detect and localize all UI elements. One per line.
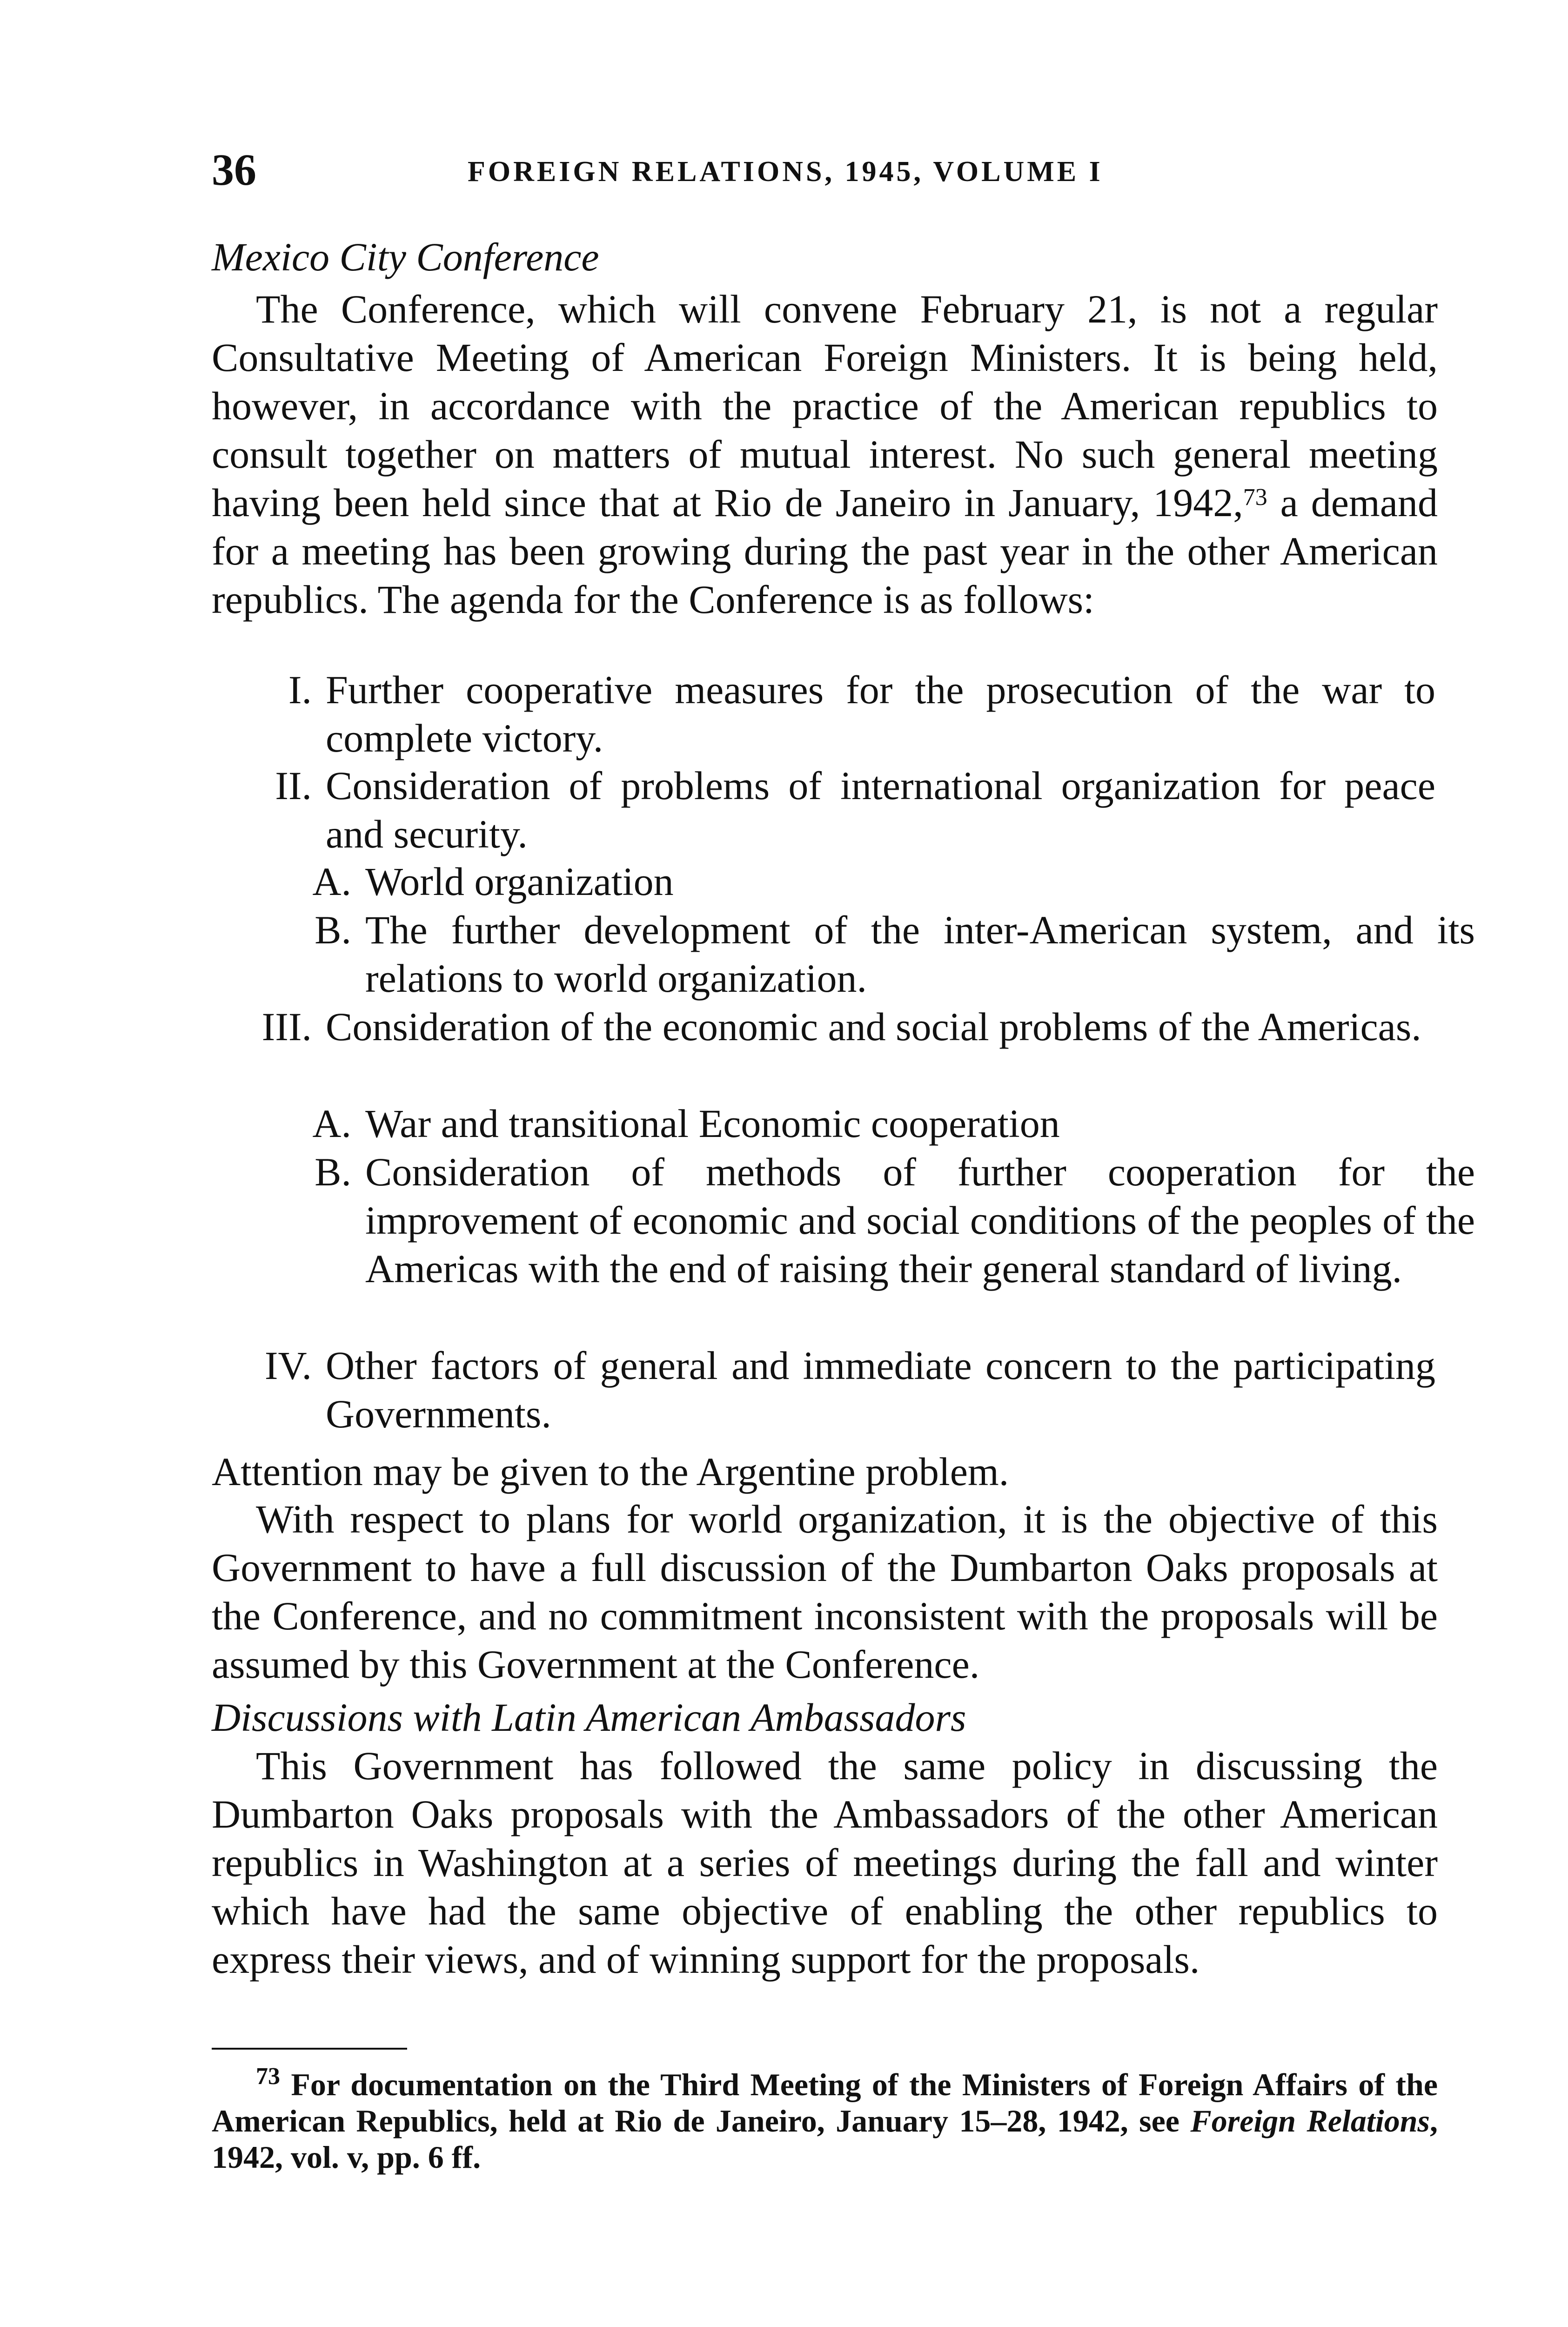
agenda-subtext-ii-b: The further development of the inter-American system, and its relations to world organization. <box>365 908 1475 1001</box>
agenda-text-i: Further cooperative measures for the prosecution of the war to complete victory. <box>326 667 1435 760</box>
agenda-text-iv: Other factors of general and immediate concern to the participating Governments. <box>326 1343 1435 1436</box>
footnote-divider <box>212 2048 407 2050</box>
agenda-subletter-ii-a: A. <box>312 859 351 904</box>
footnote-citation-title: Foreign Relations <box>1190 2103 1430 2139</box>
footnote-reference-73: 73 <box>1243 484 1267 511</box>
ambassadors-paragraph: This Government has followed the same policy in discussing the Dumbarton Oaks proposals with the Ambassadors of the other American republics in Washington at a series of meetings during the fall and winter which have had the same objective of enabling the other republics to express their views, and of winning support for the proposals. <box>212 1743 1438 1982</box>
footnote-text-before-citation: For documentation on the Third Meeting of the Ministers of Foreign Affairs of the American Republics, held at Rio de Janeiro, January 15–28, 1942, see <box>212 2067 1438 2139</box>
agenda-subtext-iii-a: War and transitional Economic cooperation <box>365 1101 1060 1146</box>
agenda-subletter-ii-b: B. <box>315 908 351 952</box>
agenda-subtext-ii-a: World organization <box>365 859 674 904</box>
section-title-latin-american-ambassadors: Discussions with Latin American Ambassadors <box>212 1695 966 1740</box>
agenda-subtext-iii-b: Consideration of methods of further cooperation for the improvement of economic and social conditions of the peoples of the Americas with the end of raising their general standard of living. <box>365 1150 1475 1291</box>
agenda-number-iii: III. <box>261 1004 312 1049</box>
footnote-text-after-citation: , 1942, vol. v, pp. 6 ff. <box>212 2103 1438 2175</box>
agenda-number-i: I. <box>288 667 312 712</box>
page-header <box>212 144 1438 200</box>
footnote-number: 73 <box>256 2063 280 2090</box>
argentine-problem-note: Attention may be given to the Argentine problem. <box>212 1449 1009 1494</box>
page-number: 36 <box>212 145 256 195</box>
agenda-text-ii: Consideration of problems of international organization for peace and security. <box>326 763 1435 856</box>
world-organization-paragraph: With respect to plans for world organization, it is the objective of this Government to have a full discussion of the Dumbarton Oaks proposals at the Conference, and no commitment inconsistent with the proposals will be assumed by this Government at the Conference. <box>212 1497 1438 1687</box>
footnote-73 <box>212 2063 1438 2175</box>
agenda-subletter-iii-a: A. <box>312 1101 351 1146</box>
agenda-number-ii: II. <box>275 763 312 808</box>
running-head: FOREIGN RELATIONS, 1945, VOLUME I <box>468 156 1103 188</box>
agenda-subletter-iii-b: B. <box>315 1150 351 1194</box>
conference-intro-paragraph <box>212 285 1438 624</box>
section-title-mexico-city-conference: Mexico City Conference <box>212 235 599 279</box>
conference-intro-text: The Conference, which will convene February 21, is not a regular Consultative Meeting of American Foreign Ministers. It is being held, however, in accordance with the practice of the American republics to consult together on matters of mutual interest. No such general meeting having been held since that at Rio de Janeiro in January, 1942, <box>212 287 1438 525</box>
conference-intro-continuation: a demand for a meeting has been growing during the past year in the other American republics. The agenda for the Conference is as follows: <box>212 480 1438 622</box>
agenda-text-iii: Consideration of the economic and social problems of the Americas. <box>326 1004 1421 1049</box>
agenda-number-iv: IV. <box>264 1343 312 1388</box>
